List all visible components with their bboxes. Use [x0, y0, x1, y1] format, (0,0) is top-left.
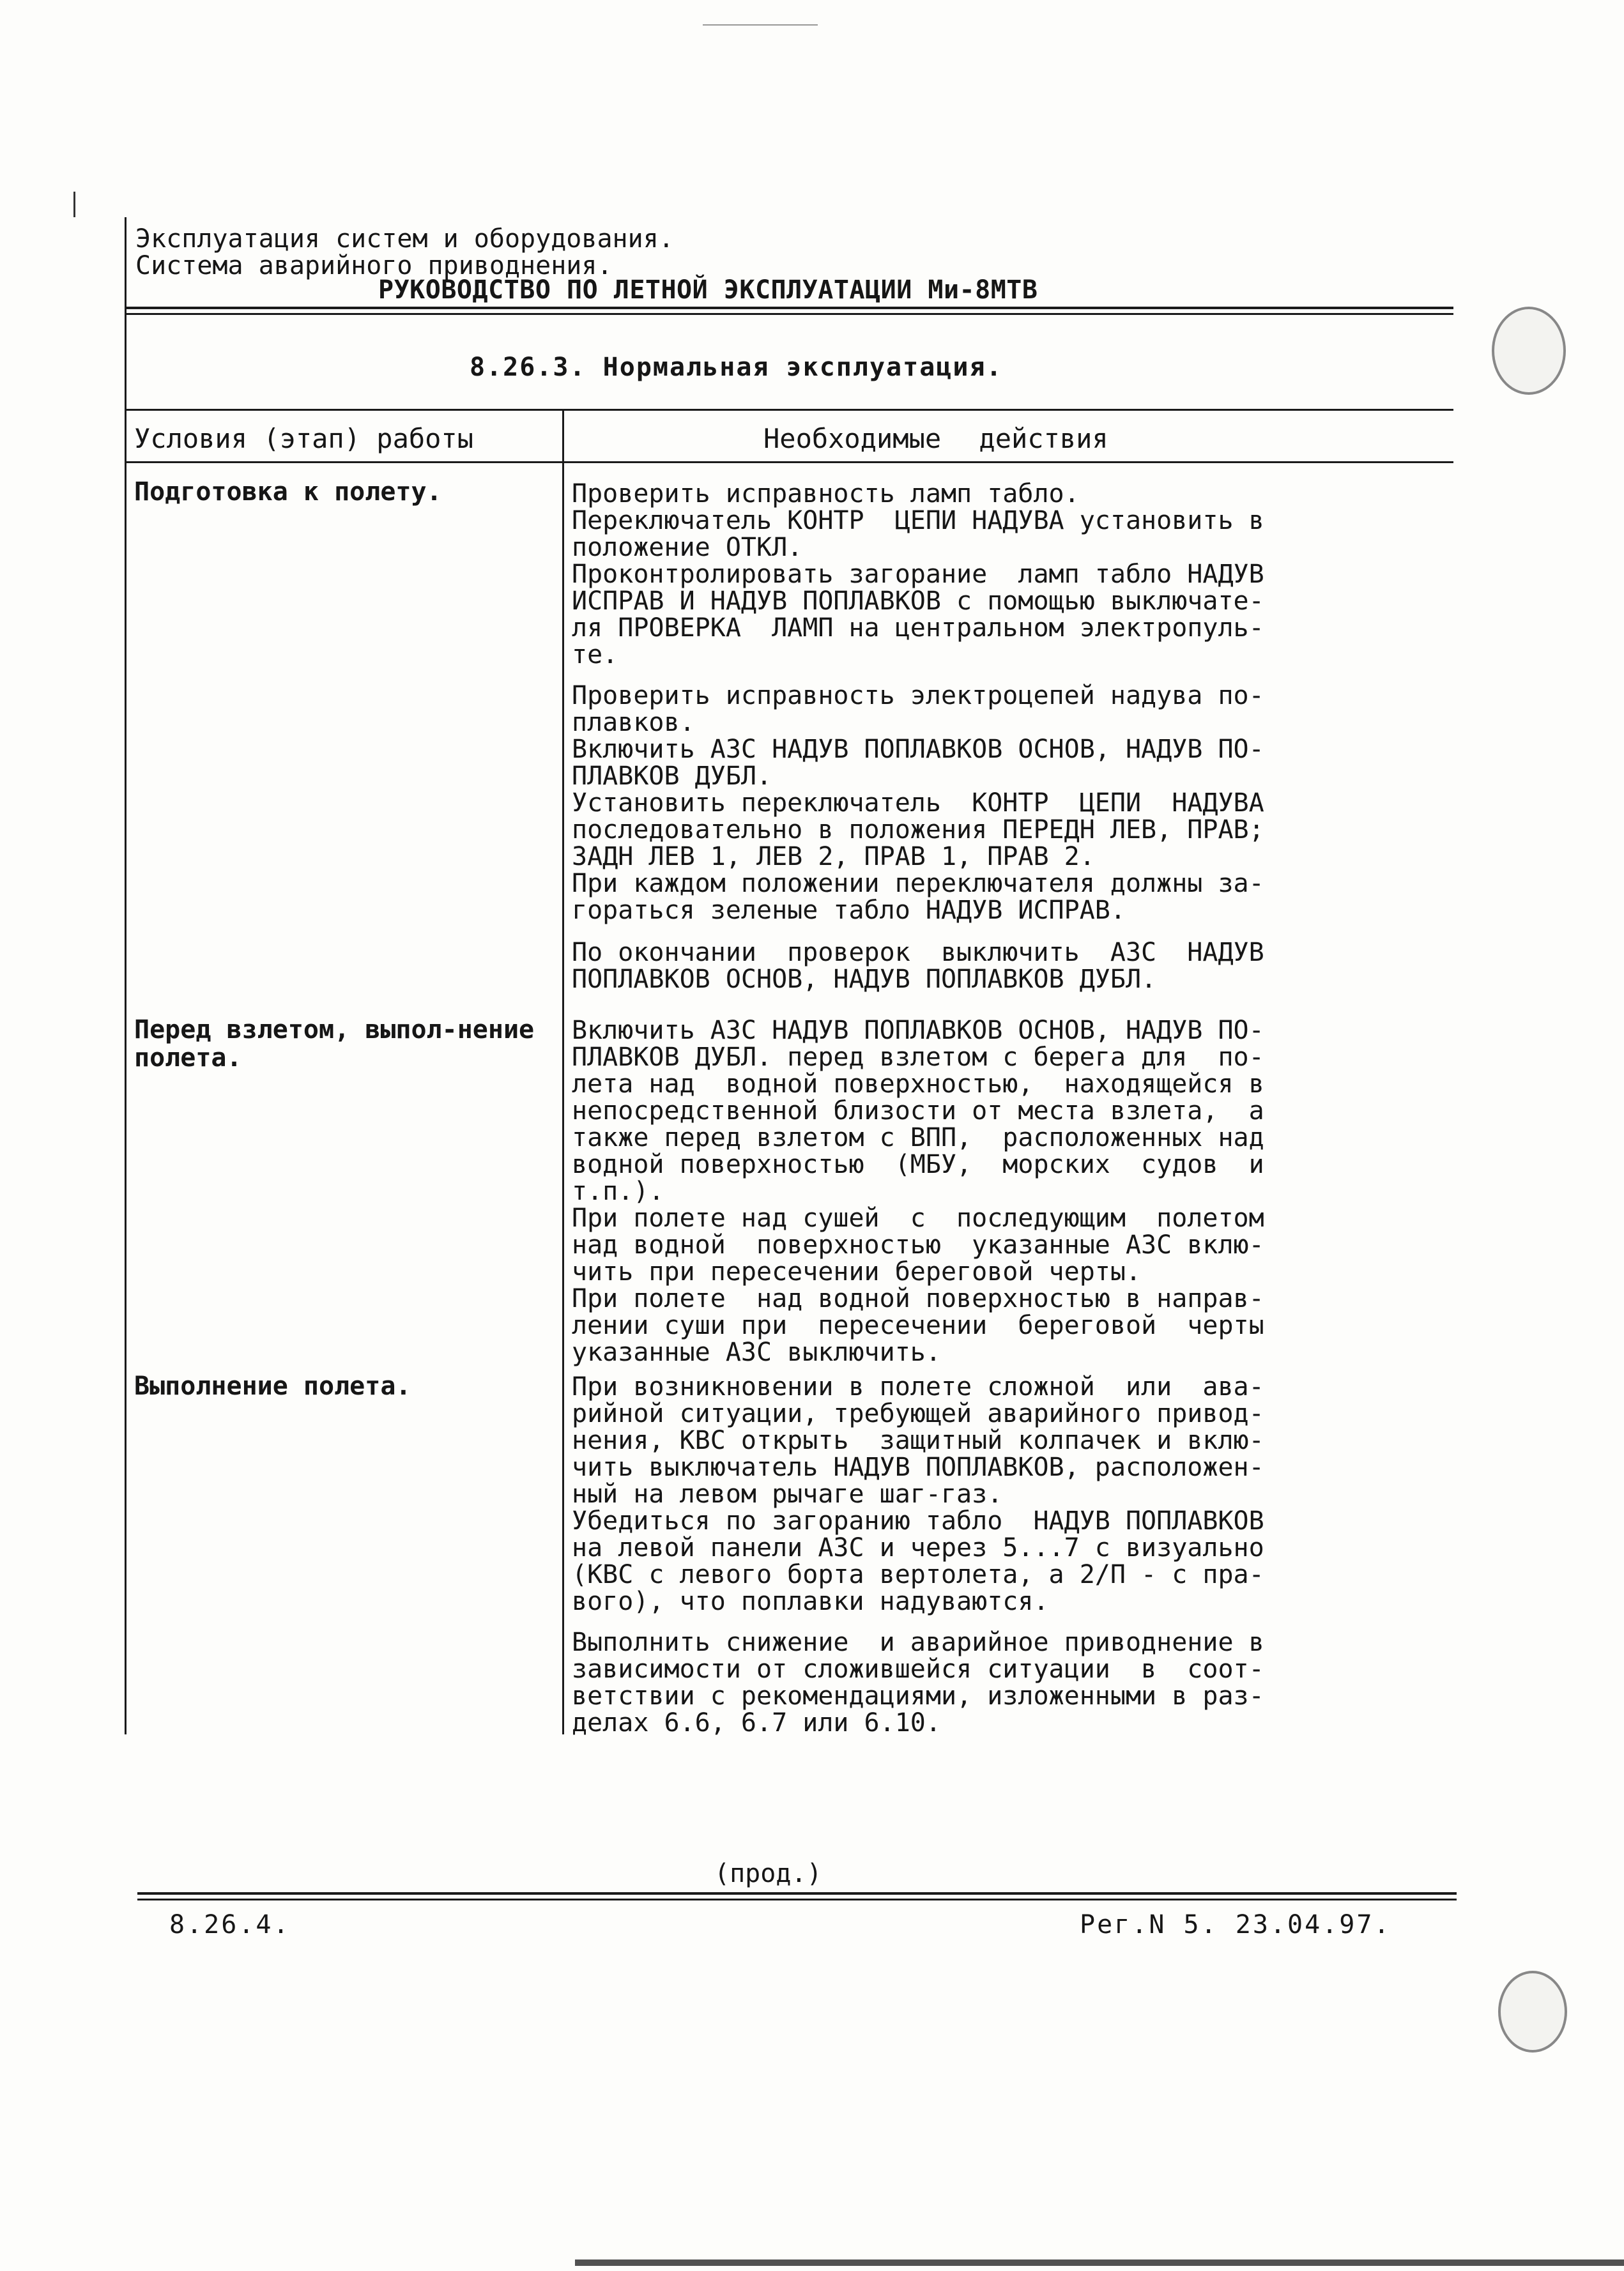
- column-separator: [562, 409, 564, 1734]
- action-line: положение ОТКЛ.: [572, 533, 803, 562]
- binder-hole-bottom: [1498, 1971, 1567, 2053]
- action-line: чить выключатель НАДУВ ПОПЛАВКОВ, расположен-: [572, 1453, 1264, 1482]
- action-line: гораться зеленые табло НАДУВ ИСПРАВ.: [572, 896, 1126, 925]
- action-line: ный на левом рычаге шаг-газ.: [572, 1480, 1003, 1509]
- action-line: чить при пересечении береговой черты.: [572, 1257, 1142, 1287]
- action-line: т.п.).: [572, 1177, 664, 1206]
- header-rule-bottom: [125, 313, 1453, 315]
- actions-block: [572, 1629, 1441, 1736]
- page-number: 8.26.4.: [169, 1910, 291, 1939]
- header-section-line: Эксплуатация систем и оборудования.: [135, 224, 674, 254]
- continuation-note: (прод.): [714, 1859, 822, 1888]
- action-line: ПЛАВКОВ ДУБЛ. перед взлетом с берега для по-: [572, 1043, 1264, 1072]
- action-line: нения, КВС открыть защитный колпачек и вклю-: [572, 1426, 1264, 1455]
- action-line: зависимости от сложившейся ситуации в соот-: [572, 1655, 1264, 1684]
- column-header-conditions: Условия (этап) работы: [134, 423, 474, 454]
- action-line: на левой панели АЗС и через 5...7 с визуально: [572, 1533, 1264, 1563]
- registration-date: Рег.N 5. 23.04.97.: [1080, 1910, 1391, 1939]
- action-line: ветствии с рекомендациями, изложенными в раз-: [572, 1681, 1264, 1711]
- footer-rule-top: [137, 1892, 1457, 1895]
- action-line: Установить переключатель КОНТР ЦЕПИ НАДУВА: [572, 788, 1264, 818]
- action-line: лета над водной поверхностью, находящейся в: [572, 1069, 1264, 1099]
- action-line: ля ПРОВЕРКА ЛАМП на центральном электропуль-: [572, 613, 1264, 643]
- action-line: Проверить исправность ламп табло.: [572, 479, 1080, 508]
- scan-mark: [73, 192, 75, 217]
- action-line: ПОПЛАВКОВ ОСНОВ, НАДУВ ПОПЛАВКОВ ДУБЛ.: [572, 965, 1157, 994]
- actions-block: [572, 1017, 1441, 1366]
- header-subsection-line: Система аварийного приводнения.: [135, 251, 613, 280]
- action-line: При полете над водной поверхностью в направ-: [572, 1284, 1264, 1313]
- action-line: ЗАДН ЛЕВ 1, ЛЕВ 2, ПРАВ 1, ПРАВ 2.: [572, 842, 1095, 871]
- actions-block: [572, 682, 1441, 924]
- scan-mark: [703, 24, 818, 26]
- action-line: плавков.: [572, 708, 695, 737]
- header-rule-top: [125, 307, 1453, 309]
- condition-flight: Выполнение полета.: [134, 1372, 411, 1401]
- left-frame-line: [125, 217, 126, 1734]
- action-line: Включить АЗС НАДУВ ПОПЛАВКОВ ОСНОВ, НАДУВ ПО-: [572, 735, 1264, 764]
- actions-block: [572, 480, 1441, 668]
- action-line: Проконтролировать загорание ламп табло НАДУВ: [572, 560, 1264, 589]
- action-line: указанные АЗС выключить.: [572, 1338, 941, 1367]
- binder-hole-top: [1492, 307, 1566, 395]
- action-line: При полете над сушей с последующим полетом: [572, 1204, 1264, 1233]
- action-line: делах 6.6, 6.7 или 6.10.: [572, 1708, 941, 1738]
- action-line: ИСПРАВ И НАДУВ ПОПЛАВКОВ с помощью выключате-: [572, 586, 1264, 616]
- action-line: лении суши при пересечении береговой черты: [572, 1311, 1264, 1340]
- section-title: 8.26.3. Нормальная эксплуатация.: [470, 353, 1003, 382]
- action-line: При каждом положении переключателя должны за-: [572, 869, 1264, 898]
- action-line: ПЛАВКОВ ДУБЛ.: [572, 761, 772, 791]
- action-line: также перед взлетом с ВПП, расположенных над: [572, 1123, 1264, 1152]
- action-line: Выполнить снижение и аварийное приводнение в: [572, 1628, 1264, 1657]
- condition-preflight: Подготовка к полету.: [134, 477, 442, 507]
- table-rule-head: [125, 461, 1453, 463]
- table-rule-top: [125, 409, 1453, 411]
- action-line: водной поверхностью (МБУ, морских судов и: [572, 1150, 1264, 1179]
- footer-rule-bottom: [137, 1899, 1457, 1900]
- action-line: рийной ситуации, требующей аварийного привод-: [572, 1399, 1264, 1428]
- action-line: последовательно в положения ПЕРЕДН ЛЕВ, ПРАВ;: [572, 815, 1264, 845]
- action-line: вого), что поплавки надуваются.: [572, 1587, 1049, 1616]
- action-line: По окончании проверок выключить АЗС НАДУВ: [572, 938, 1264, 967]
- action-line: Проверить исправность электроцепей надува по-: [572, 681, 1264, 710]
- action-line: непосредственной близости от места взлета, а: [572, 1096, 1264, 1126]
- action-line: над водной поверхностью указанные АЗС вклю-: [572, 1230, 1264, 1260]
- actions-block: [572, 1373, 1441, 1615]
- action-line: (КВС с левого борта вертолета, а 2/П - с пра-: [572, 1560, 1264, 1589]
- scan-edge: [575, 2260, 1624, 2266]
- actions-block: [572, 939, 1441, 993]
- action-line: те.: [572, 640, 618, 669]
- action-line: Переключатель КОНТР ЦЕПИ НАДУВА установить в: [572, 506, 1264, 535]
- action-line: Убедиться по загоранию табло НАДУВ ПОПЛАВКОВ: [572, 1506, 1264, 1536]
- action-line: При возникновении в полете сложной или ава-: [572, 1372, 1264, 1402]
- column-header-actions: Необходимые действия: [763, 423, 1108, 454]
- action-line: Включить АЗС НАДУВ ПОПЛАВКОВ ОСНОВ, НАДУВ ПО-: [572, 1016, 1264, 1045]
- condition-before-takeoff: Перед взлетом, выпол-нение полета.: [134, 1015, 535, 1073]
- manual-title: РУКОВОДСТВО ПО ЛЕТНОЙ ЭКСПЛУАТАЦИИ Ми-8МТВ: [378, 275, 1038, 305]
